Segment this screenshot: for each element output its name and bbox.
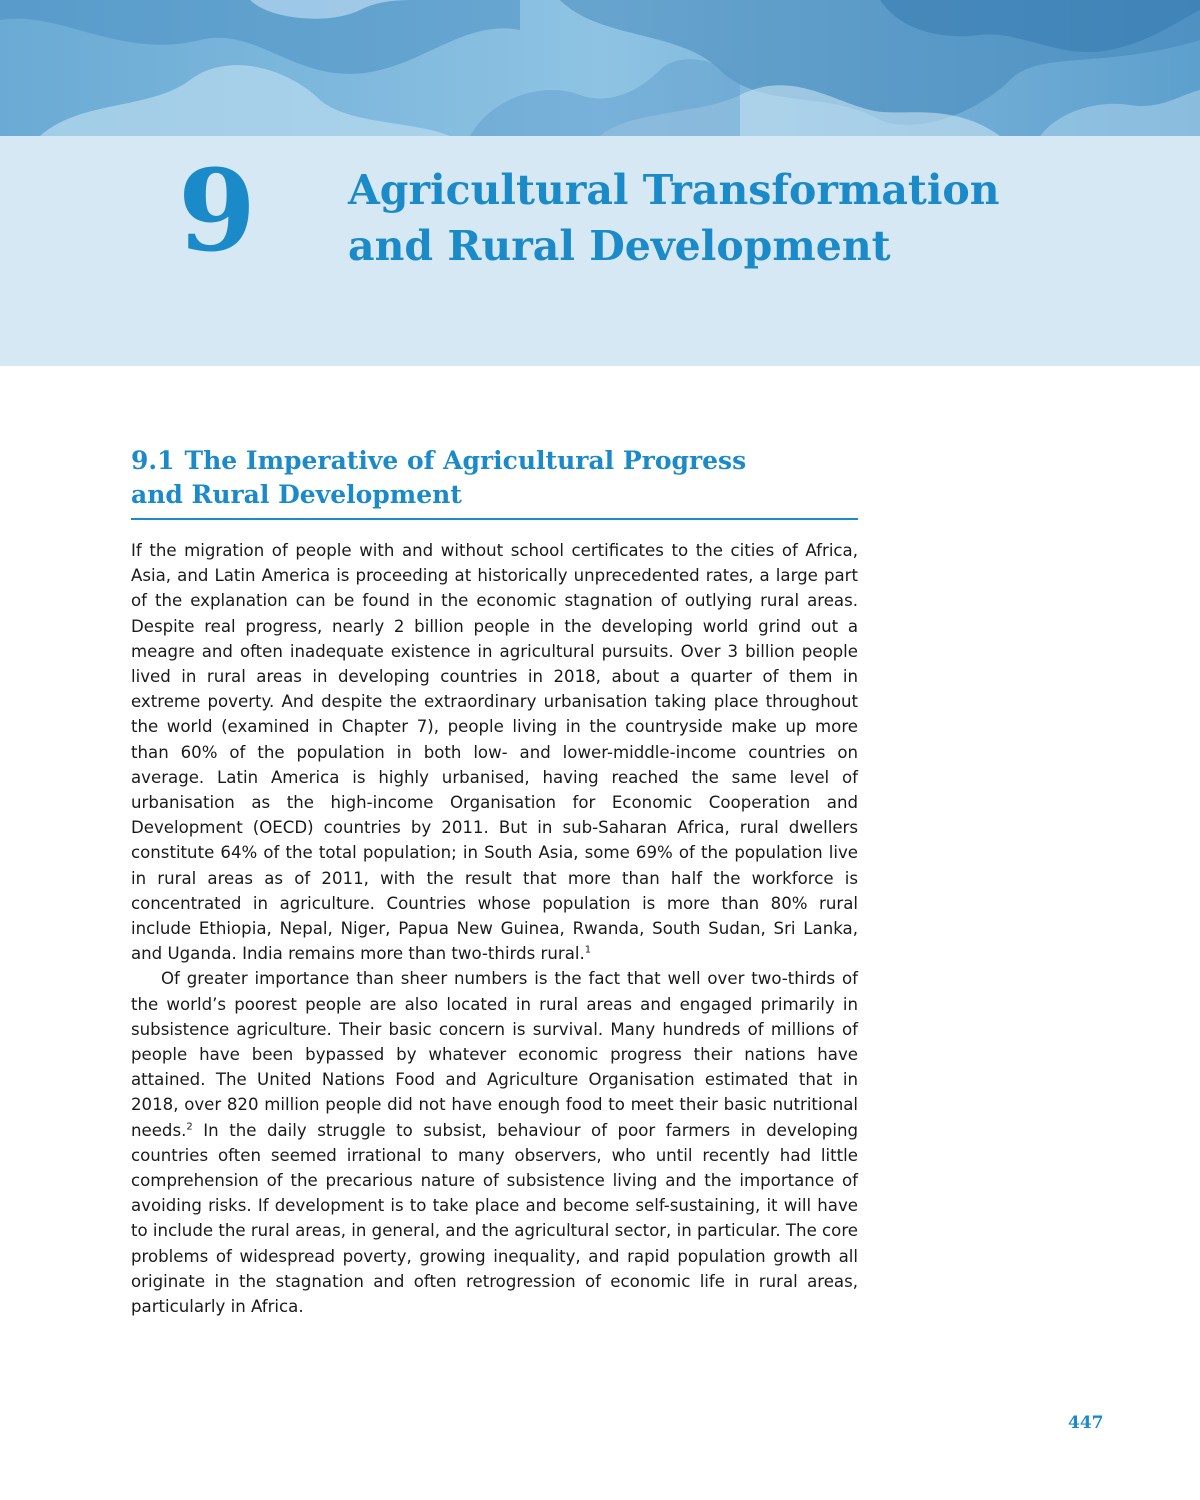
chapter-title-line-1: Agricultural Transformation [348,166,1000,214]
page-number: 447 [1068,1413,1104,1433]
section-heading-line-1 [131,444,858,478]
section-title-line-2: and Rural Development [131,480,462,509]
section-heading [131,444,858,520]
body-paragraph [131,966,858,1319]
paragraph-text: In the daily struggle to subsist, behaviour of poor farmers in developing countries often seemed irrational to many observers, who until recently had little comprehension of the precarious nature of subsistence living and the importance of avoiding risks. If development is to take place and become self-sustaining, it will have to include the rural areas, in general, and the agricultural sector, in particular. The core problems of widespread poverty, growing inequality, and rapid population growth all originate in the stagnation and often retrogression of economic life in rural areas, particularly in Africa. [131,1120,858,1317]
chapter-header [0,136,1200,366]
footnote-marker[interactable]: 1 [584,944,592,956]
chapter-number: 9 [178,146,256,277]
footnote-marker[interactable]: 2 [186,1121,193,1133]
section-title-line-1: The Imperative of Agricultural Progress [184,446,747,475]
chapter-title [348,162,1168,274]
paragraph-text: If the migration of people with and without school certificates to the cities of Africa, Asia, and Latin America is proceeding at historically unprecedented rates, a large part of the explanation can be found in the economic stagnation of outlying rural areas. Despite real progress, nearly 2 billion people in the developing world grind out a meagre and often inadequate existence in agricultural pursuits. Over 3 billion people lived in rural areas in developing countries in 2018, about a quarter of them in extreme poverty. And despite the extraordinary urbanisation taking place throughout the world (examined in Chapter 7), people living in the countryside make up more than 60% of the population in both low- and lower-middle-income countries on average. Latin America is highly urbanised, having reached the same level of urbanisation as the high-income Organisation for Economic Cooperation and Development (OECD) countries by 2011. But in sub-Saharan Africa, rural dwellers constitute 64% of the total population; in South Asia, some 69% of the population live in rural areas as of 2011, with the result that more than half the workforce is concentrated in agriculture. Countries whose population is more than 80% rural include Ethiopia, Nepal, Niger, Papua New Guinea, Rwanda, South Sudan, Sri Lanka, and Uganda. India remains more than two-thirds rural. [131,541,858,964]
body-paragraph [131,538,858,966]
chapter-title-line-2: and Rural Development [348,222,891,270]
chapter-banner-image [0,0,1200,136]
section-number: 9.1 [131,446,175,475]
section-9-1 [131,444,858,1319]
paragraph-text: Of greater importance than sheer numbers is the fact that well over two-thirds of the world’s poorest people are also located in rural areas and engaged primarily in subsistence agriculture. Their basic concern is survival. Many hundreds of millions of people have been bypassed by whatever economic progress their nations have attained. The United Nations Food and Agriculture Organisation estimated that in 2018, over 820 million people did not have enough food to meet their basic nutritional needs. [131,969,858,1140]
